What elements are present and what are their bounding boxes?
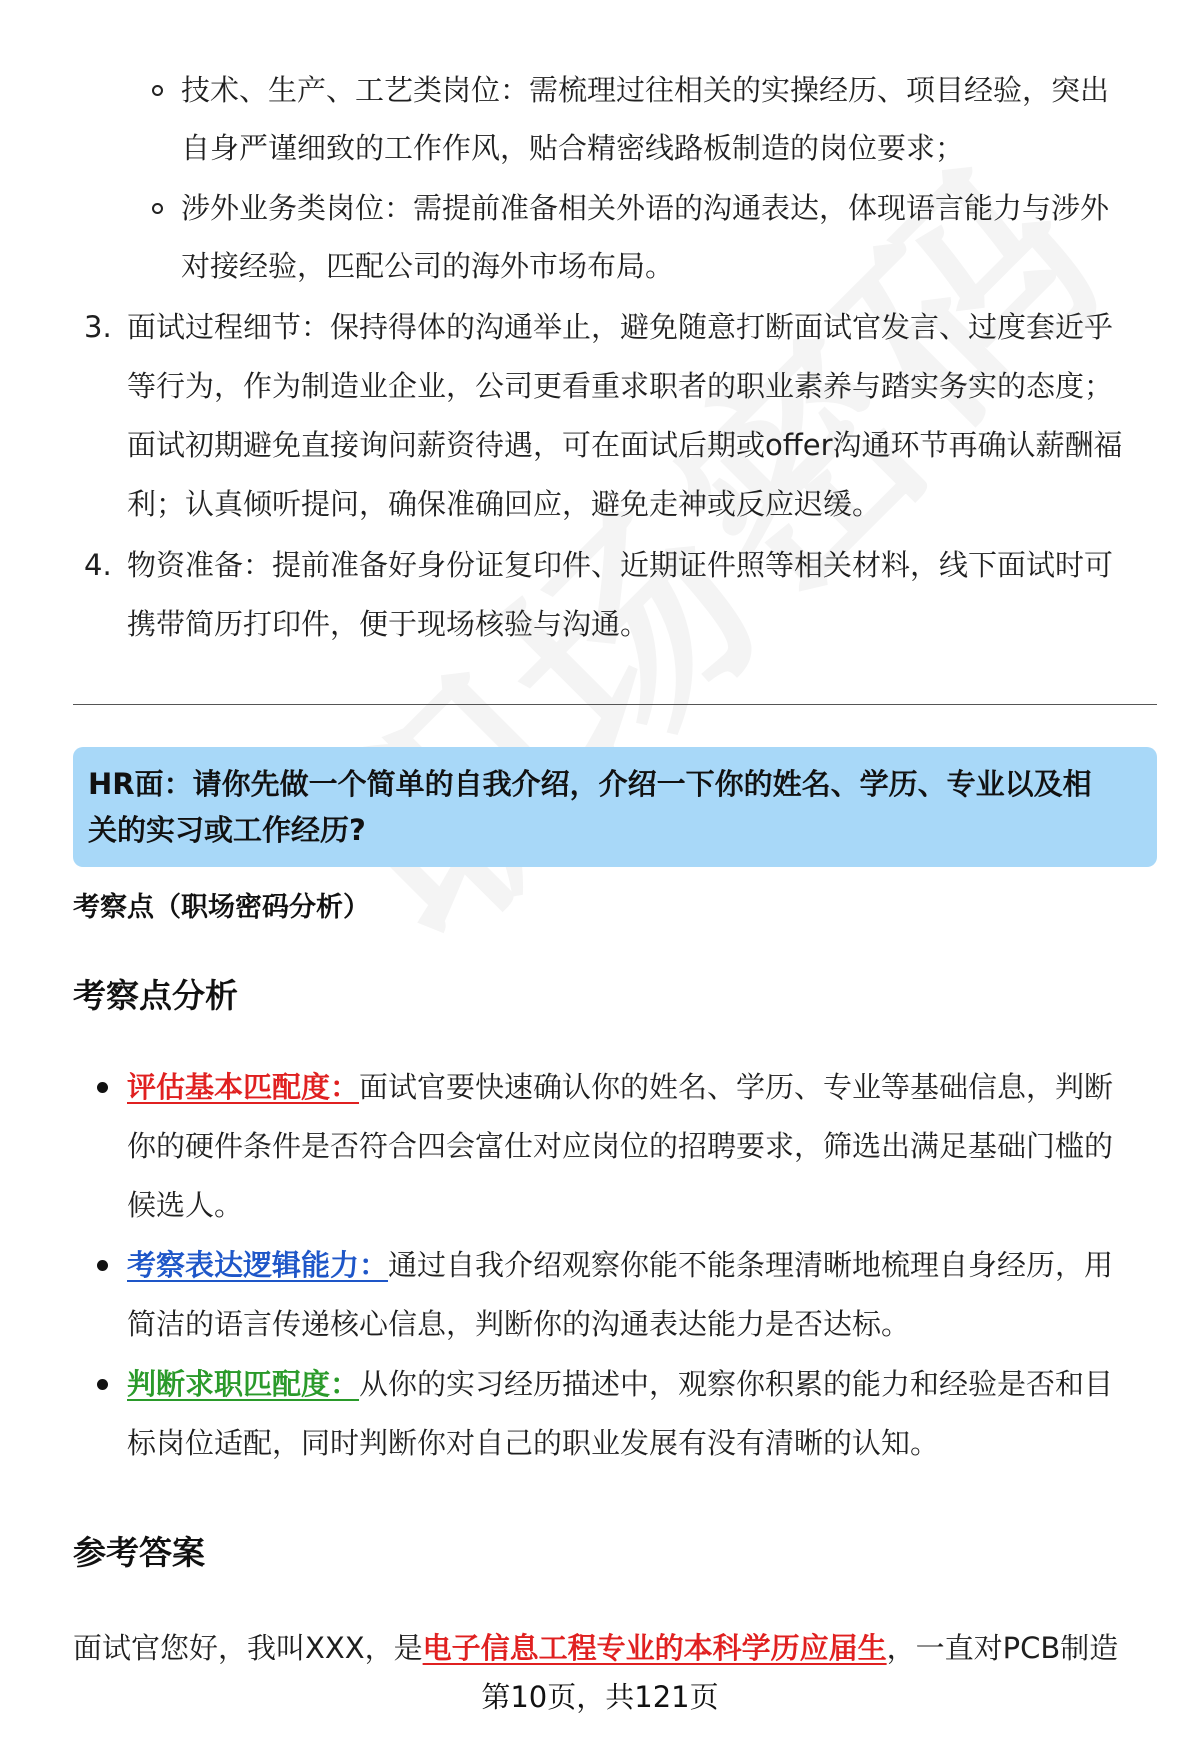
answer-text: 面试官您好，我叫XXX，是: [73, 1631, 423, 1665]
analysis-keyword: 评估基本匹配度：: [127, 1070, 360, 1104]
analysis-text: 通过自我介绍观察你能不能条理清晰地梳理自身经历，用: [388, 1248, 1114, 1282]
page-footer: 第10页，共121页: [481, 1680, 719, 1714]
sub-bullet-line: 涉外业务类岗位：需提前准备相关外语的沟通表达，体现语言能力与涉外: [181, 191, 1110, 225]
sub-bullet-line: 对接经验，匹配公司的海外市场布局。: [181, 249, 675, 283]
item-line: 等行为，作为制造业企业，公司更看重求职者的职业素养与踏实务实的态度；: [127, 369, 1114, 403]
analysis-line: 简洁的语言传递核心信息，判断你的沟通表达能力是否达标。: [127, 1307, 911, 1341]
analysis-heading: 考察点分析: [73, 976, 238, 1015]
question-line: 关的实习或工作经历?: [88, 813, 366, 847]
item-line: 物资准备：提前准备好身份证复印件、近期证件照等相关材料，线下面试时可: [127, 548, 1114, 582]
divider: [73, 704, 1157, 705]
item-line: 面试初期避免直接询问薪资待遇，可在面试后期或offer沟通环节再确认薪酬福: [127, 428, 1123, 462]
item-number: 3.: [84, 310, 112, 344]
sub-bullet-line: 自身严谨细致的工作作风，贴合精密线路板制造的岗位要求；: [181, 131, 965, 165]
bullet-dot-icon: [97, 1379, 108, 1390]
analysis-keyword: 判断求职匹配度：: [127, 1367, 360, 1401]
hollow-bullet-icon: [152, 203, 163, 214]
analysis-line: 你的硬件条件是否符合四会富仕对应岗位的招聘要求，筛选出满足基础门槛的: [127, 1129, 1114, 1163]
answer-line: [73, 1628, 1118, 1668]
analysis-line: [127, 1067, 1113, 1107]
sub-bullet-line: 技术、生产、工艺类岗位：需梳理过往相关的实操经历、项目经验，突出: [181, 73, 1110, 107]
item-number: 4.: [84, 548, 112, 582]
answer-text: ，一直对PCB制造: [886, 1631, 1119, 1665]
hollow-bullet-icon: [152, 85, 163, 96]
item-line: 面试过程细节：保持得体的沟通举止，避免随意打断面试官发言、过度套近乎: [127, 310, 1114, 344]
analysis-line: [127, 1245, 1113, 1285]
analysis-text: 从你的实习经历描述中，观察你积累的能力和经验是否和目: [359, 1367, 1114, 1401]
question-line: HR面：请你先做一个简单的自我介绍，介绍一下你的姓名、学历、专业以及相: [88, 767, 1092, 801]
subheading: 考察点（职场密码分析）: [73, 892, 370, 923]
analysis-line: 候选人。: [127, 1188, 244, 1222]
item-line: 携带简历打印件，便于现场核验与沟通。: [127, 607, 650, 641]
analysis-line: 标岗位适配，同时判断你对自己的职业发展有没有清晰的认知。: [127, 1426, 940, 1460]
analysis-text: 面试官要快速确认你的姓名、学历、专业等基础信息，判断: [359, 1070, 1114, 1104]
analysis-line: [127, 1364, 1113, 1404]
answer-highlight: 电子信息工程专业的本科学历应届生: [422, 1631, 887, 1665]
answer-heading: 参考答案: [73, 1533, 205, 1572]
analysis-keyword: 考察表达逻辑能力：: [127, 1248, 389, 1282]
bullet-dot-icon: [97, 1260, 108, 1271]
item-line: 利；认真倾听提问，确保准确回应，避免走神或反应迟缓。: [127, 487, 882, 521]
bullet-dot-icon: [97, 1082, 108, 1093]
